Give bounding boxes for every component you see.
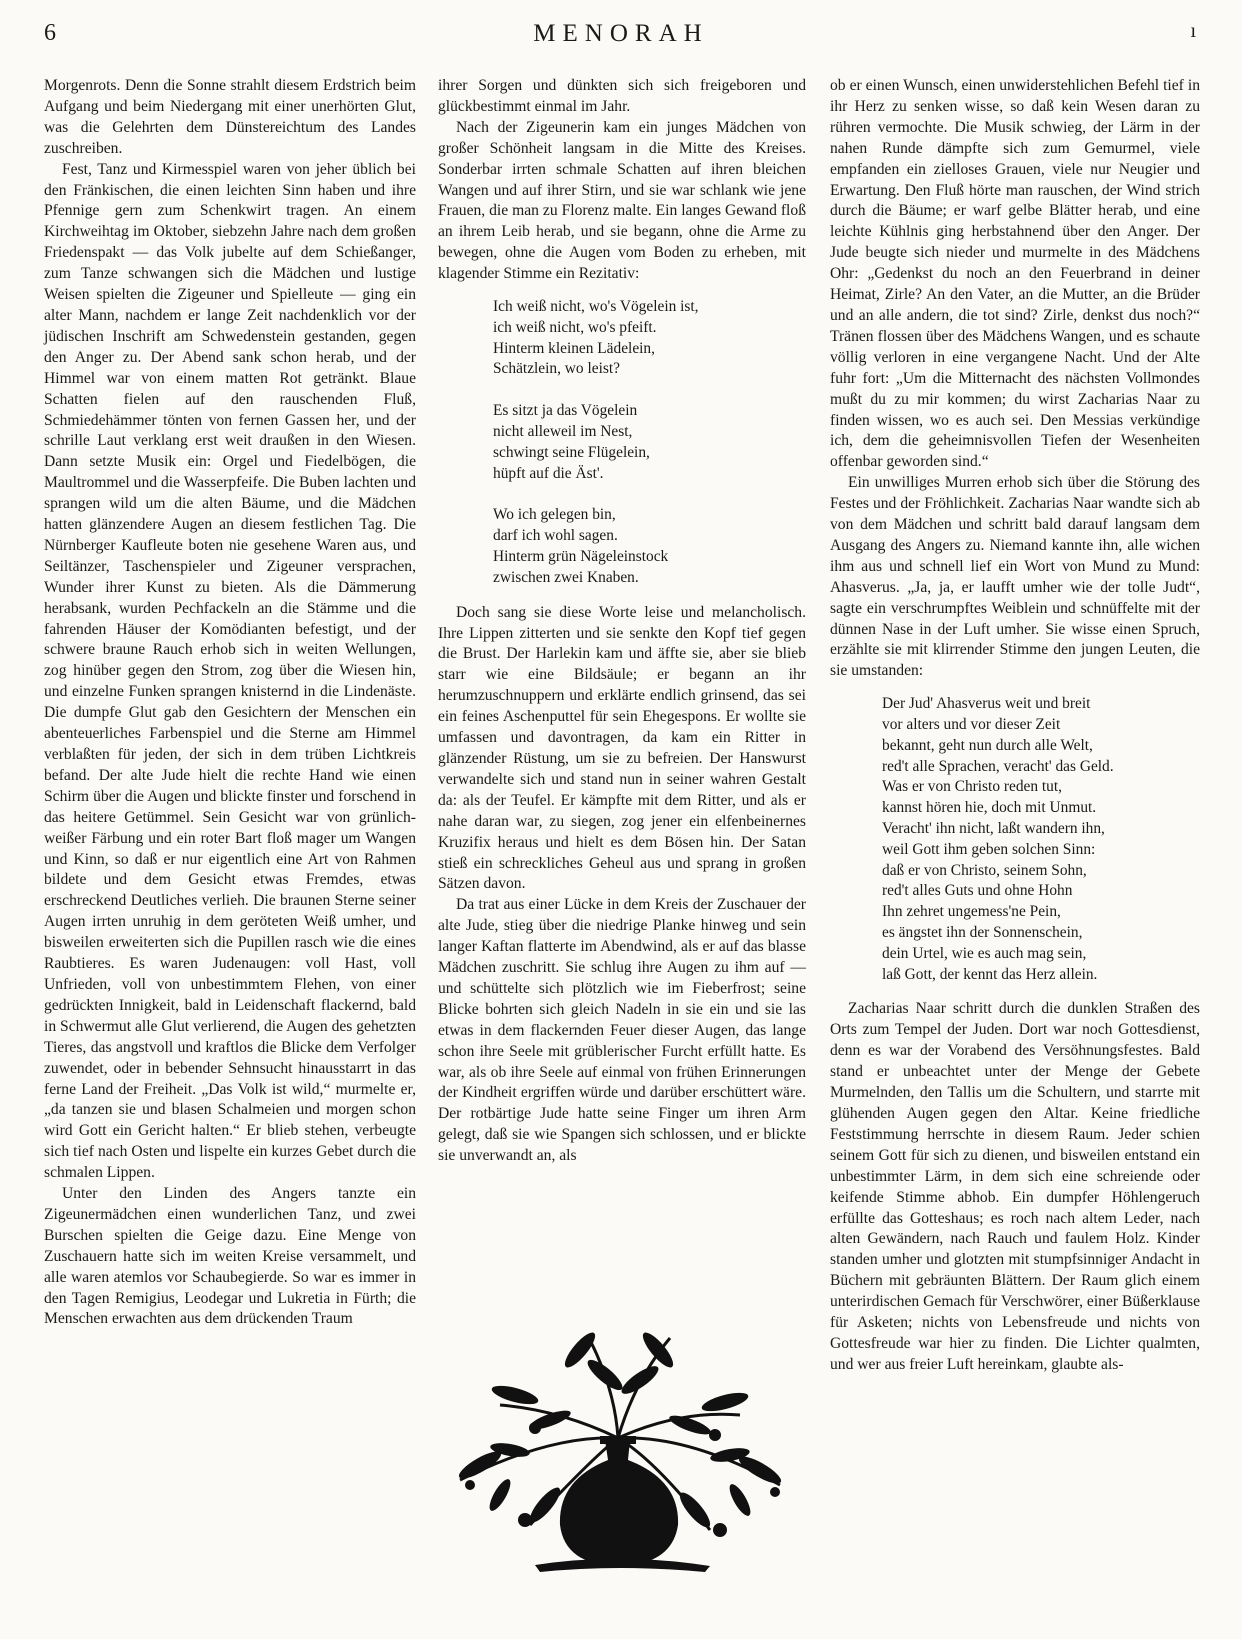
paragraph: ob er einen Wunsch, einen unwiderstehlichen Befehl tief in ihr Herz zu senken wisse, so daß kein Wesen daran zu rühren vermochte. Die Musik schwieg, der Lärm in der nahen Runde dämpfte sich zum Gemurmel, viele empfanden ein zielloses Grauen, viele nur Neugier und Erwartung. Den Fluß hörte man rauschen, der Wind strich durch die Bäume; er warf gelbe Blätter herab, und eine leichte Kühlnis ging herbstahnend über den Anger. Der Jude beugte sich nieder und murmelte in des Mädchens Ohr: „Gedenkst du noch an den Feuerbrand in deiner Heimat, Zirle? An den Vater, an die Mutter, an die Brüder und an alle andern, die tot sind? Zirle, denkst dus noch?“ Tränen flossen über des Mädchens Wangen, und es schaute völlig verloren in eine vergangene Nacht. Und der Alte fuhr fort: „Um die Mitternacht des nächsten Vollmondes mußt du zu mir kommen; du wirst Zacharias Naar zu finden wissen, wo es auch sei. Den Messias verkündige ich, dem die geheimnisvollen Tiefen der Wesenheiten offenbar geworden sind.“ (830, 77, 1200, 471)
verse-line: laß Gott, der kennt das Herz allein. (882, 965, 1098, 983)
page-header (0, 0, 1242, 60)
page-mark: ı (1190, 20, 1196, 42)
verse-line: nicht alleweil im Nest, (493, 423, 633, 441)
verse-line: darf ich wohl sagen. (493, 527, 618, 545)
verse-line: Ich weiß nicht, wo's Vögelein ist, (493, 298, 699, 316)
verse-line: red't alles Guts und ohne Hohn (882, 882, 1073, 900)
verse-line: Wo ich gelegen bin, (493, 506, 616, 524)
paragraph: Zacharias Naar schritt durch die dunklen Straßen des Orts zum Tempel der Juden. Dort war noch Gottesdienst, denn es war der Vorabend des Versöhnungsfestes. Bald stand er unbeachtet unter der Menge der Gebete Murmelnden, den Tallis um die Schultern, und starrte mit glühenden Augen gegen den Altar. Keine friedliche Feststimmung herrschte in diesem Raum. Jeder schien seinem Gott für sich zu dienen, und bisweilen entstand ein unbestimmter Lärm, in dem sich eine schreiende oder keifende Stimme abhob. Ein dumpfer Höhlengeruch erfüllte das Gotteshaus; es roch nach altem Leder, nach alten Gewändern, nach Rauch und faulem Holz. Kinder standen umher und glotzten mit stumpfsinniger Andacht in Büchern mit gebräunten Blättern. Der Raum glich einem unterirdischen Gemach für Verschwörer, einer Büßerklause für Asketen; nichts von Lebensfreude und nichts von Gottesfreude war hier zu finden. Die Lichter qualmten, und wer aus freier Luft hereinkam, glaubte als- (830, 1000, 1200, 1373)
paragraph: Da trat aus einer Lücke in dem Kreis der Zuschauer der alte Jude, stieg über die niedrige Planke hinweg und sein langer Kaftan flatterte im Abendwind, als er auf das blasse Mädchen zuschritt. Sie schlug ihre Augen zu ihm auf — und schüttelte sich plötzlich wie im Fieberfrost; seine Blicke bohrten sich gleich Nadeln in sie ein und sie las etwas in dem flackernden Feuer dieser Augen, das lange schon ihre Seele mit grüblerischer Furcht erfüllt hatte. Es war, als ob ihre Seele auf einmal von frühen Erinnerungen der Kindheit ergriffen würde und darüber erschüttert wäre. Der rotbärtige Jude hatte seine Finger um ihren Arm gelegt, daß sie wie Spangen sich schlossen, und er blickte sie unverwandt an, als (438, 896, 806, 1165)
paragraph: Fest, Tanz und Kirmesspiel waren von jeher üblich bei den Fränkischen, die einen leichten Sinn haben und ihre Pfennige gern zum Schenkwirt tragen. An einem Kirchweihtag im Oktober, siebzehn Jahre nach dem großen Friedenspakt — das Volk jubelte auf dem Schießanger, zum Tanze schwangen sich die Mädchen und lustige Weisen spielten die Zigeuner und Spielleute — ging ein alter Mann, nachdem er lange Zeit nachdenklich vor der jüdischen Inschrift am Schwedenstein gestanden, gegen den Anger zu. Der Abend sank schon herab, und der Himmel war von einem matten Rot getränkt. Blaue Schatten fielen auf den rauschenden Fluß, Schmiedehämmer tönten von fernen Gassen her, und der schrille Laut verklang erst weit draußen in den Wiesen. Dann setzte Musik ein: Orgel und Fiedelbögen, die Maultrommel und die Wasserpfeife. Die Buben lachten und sprangen wild um die alten Bäume, und die Mädchen hatten glänzendere Augen an diesem festlichen Tag. Die Nürnberger Kaufleute boten nie gesehene Waren aus, und Seiltänzer, Taschenspieler und Zigeuner versprachen, Wunder ihrer Kunst zu bieten. Als die Dämmerung herabsank, wurden Pechfackeln an die Stämme und die fahrenden Häuser der Komödianten befestigt, und der schwere braune Rauch erhob sich in weiten Wellungen, zog hinüber gegen den Strom, zog über die Wiesen hin, und einzelne Funken sprangen knisternd in die Lindenäste. Die dumpfe Glut gab den Gesichtern der Menschen ein abenteuerliches Farbenspiel und die Sterne am Himmel verblaßten für jeden, der sich in dem trüben Lichtkreis befand. Der alte Jude hielt die rechte Hand wie einen Schirm über die Augen und blickte finster und forschend in das heitere Getümmel. Sein Gesicht war von grünlich-weißer Färbung und ein roter Bart floß mager um Wangen und Kinn, so daß er nur eigentlich eine Art von Rahmen bildete und dem Gesicht etwas Fremdes, etwas erschreckend Deutliches verlieh. Die braunen Sterne seiner Augen irrten unruhig in dem geröteten Weiß umher, und bisweilen erweiterten sich die Pupillen rasch wie die eines Raubtieres. Es waren Judenaugen: voll Hast, voll Unfrieden, voll von unbestimmtem Flehen, von einer gedrückten Innigkeit, bald in Leidenschaft flackernd, bald in Schwermut alle Glut verlierend, die Augen des gehetzten Tieres, das angstvoll und kraftlos die Blicke dem Verfolger zuwendet, oder in bebender Sehnsucht hinausstarrt in das ferne Land der Freiheit. „Das Volk ist wild,“ murmelte er, „da tanzen sie und blasen Schalmeien und morgen schon wird Gott ein Gericht halten.“ Er blieb stehen, verbeugte sich tief nach Osten und lispelte ein kurzes Gebet durch die schmalen Lippen. (44, 160, 416, 1182)
song-verse (493, 297, 806, 589)
vase-illustration (440, 1320, 800, 1580)
paragraph: Doch sang sie diese Worte leise und melancholisch. Ihre Lippen zitterten und sie senkte den Kopf tief gegen die Brust. Der Harlekin kam und äffte sie, aber sie blieb starr wie eine Bildsäule; er begann an ihr herumzuschnuppern und erklärte endlich grinsend, das sei ein feines Aschenputtel für sein Ehegespons. Er wollte sie umfassen und davontragen, da kam ein Ritter in glänzender Rüstung, um sie zu befreien. Der Hanswurst verwandelte sich und stand nun in seiner wahren Gestalt da: als der Teufel. Er kämpfte mit dem Ritter, und als er nahe daran war, zu siegen, zog jener ein elfenbeinernes Kruzifix heraus und hielt es dem Bösen hin. Der Satan stieß ein schreckliches Geheul aus und sprang in großen Sätzen davon. (438, 603, 806, 893)
paragraph: Unter den Linden des Angers tanzte ein Zigeunermädchen einen wunderlichen Tanz, und zwei Burschen spielten die Geige dazu. Eine Menge von Zuschauern hatte sich im weiten Kreise versammelt, und alle waren atemlos vor Schaubegierde. So war es immer in den Tagen Remigius, Leodegar und Lukretia in Fürth; die Menschen erwachten aus dem drückenden Traum (44, 1185, 416, 1328)
verse-line: weil Gott ihm geben solchen Sinn: (882, 840, 1096, 858)
verse-line: hüpft auf die Äst'. (493, 464, 604, 482)
ahasverus-verse (882, 694, 1200, 985)
verse-line: schwingt seine Flügelein, (493, 443, 650, 461)
column-1 (44, 76, 416, 1330)
verse-line: Ihn zehret ungemess'ne Pein, (882, 903, 1061, 921)
paragraph: Nach der Zigeunerin kam ein junges Mädchen von großer Schönheit langsam in die Mitte des Kreises. Sonderbar irrten schmale Schatten auf ihren bleichen Wangen und auf ihrer Stirn, und sie war schlank wie jene Frauen, die man zu Florenz malte. Ein langes Gewand floß an ihrem Leib herab, und sie begann, ohne die Arme zu bewegen, ohne die Augen vom Boden zu erheben, mit klagender Stimme ein Rezitativ: (438, 118, 806, 283)
verse-line: daß er von Christo, seinem Sohn, (882, 861, 1087, 879)
page-number: 6 (44, 20, 56, 46)
paragraph: Ein unwilliges Murren erhob sich über die Störung des Festes und der Fröhlichkeit. Zacharias Naar wandte sich ab von dem Mädchen und schritt bald darauf langsam dem Ausgang des Angers zu. Niemand kannte ihn, alle wichen ihm aus und schnell lief ein Wort von Mund zu Mund: Ahasverus. „Ja, ja, er laufft umher wie der tolle Judt“, sagte ein verschrumpftes Weiblein und schnüffelte mit der dünnen Nase in der Luft umher. Sie wisse einen Spruch, erzählte sie mit klirrender Stimme den jungen Leuten, die sie umstanden: (830, 474, 1200, 680)
column-2 (438, 76, 806, 1167)
verse-line: Was er von Christo reden tut, (882, 778, 1062, 796)
verse-line: Hinterm kleinen Lädelein, (493, 339, 655, 357)
verse-line: ich weiß nicht, wo's pfeift. (493, 318, 657, 336)
verse-line: Hinterm grün Nägeleinstock (493, 548, 669, 566)
verse-line: Veracht' ihn nicht, laßt wandern ihn, (882, 820, 1105, 838)
verse-line: bekannt, geht nun durch alle Welt, (882, 736, 1093, 754)
verse-line: red't alle Sprachen, veracht' das Geld. (882, 757, 1114, 775)
verse-line: es ängstet ihn der Sonnenschein, (882, 924, 1083, 942)
column-3 (830, 76, 1200, 1376)
paragraph: Morgenrots. Denn die Sonne strahlt diesem Erdstrich beim Aufgang und beim Niedergang mit einer unerhörten Glut, was die Gelehrten dem Dünstereichtum des Landes zuschreiben. (44, 77, 416, 157)
paragraph: ihrer Sorgen und dünkten sich sich freigeboren und glückbestimmt einmal im Jahr. (438, 77, 806, 115)
verse-line: dein Urtel, wie es auch mag sein, (882, 944, 1087, 962)
verse-line: Schätzlein, wo leist? (493, 360, 620, 378)
verse-line: Es sitzt ja das Vögelein (493, 402, 638, 420)
verse-line: Der Jud' Ahasverus weit und breit (882, 695, 1091, 713)
stanza (493, 401, 806, 484)
journal-title: MENORAH (533, 20, 709, 47)
stanza (493, 297, 806, 380)
verse-line: zwischen zwei Knaben. (493, 568, 639, 586)
verse-line: vor alters und vor dieser Zeit (882, 716, 1061, 734)
stanza (493, 505, 806, 588)
verse-line: kannst hören hie, doch mit Unmut. (882, 799, 1097, 817)
